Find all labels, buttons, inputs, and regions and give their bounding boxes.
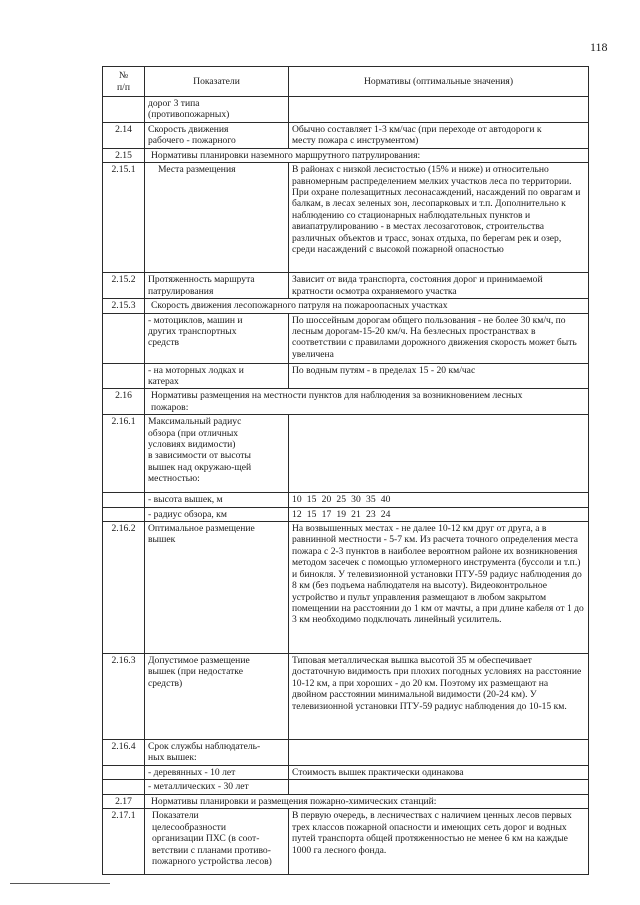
view-radius-values: 12 15 17 19 21 23 24 [289, 507, 589, 521]
row-indicator-text: Места размещения [158, 164, 236, 176]
table-row [103, 809, 589, 875]
row-num: 2.16.2 [103, 522, 145, 654]
row-section-title [145, 389, 589, 415]
row-section-title: Скорость движения лесопожарного патруля на пожароопасных участках [145, 299, 589, 313]
row-norm: Типовая металлическая вышка высотой 35 м обеспечивает достаточную видимость при плохих погодных условиях на расстояние 10-12 км, а при хороших - до 20 км. Поэтому их размещают на двойном расстоянии минимальной видимости (20-24 км). У телевизионной установки ПТУ-59 радиус наблюдения до 10-15 км. [289, 654, 589, 740]
row-norm: В районах с низкой лесистостью (15% и ниже) и относительно равномерным распределением мелких участков леса по территории. При охране полезащитных лесонасаждений, насаждений по оврагам и балкам, в лесах зеленых зон, лесопарковых и т.п. Дополнительно к наблюдению со стационарных наблюдательных пунктов и авиапатрулированию - в местах лесозаготовок, строительства различных объектов и трасс, зонах отдыха, по берегам рек и озер, среди насаждений с высокой пожарной опасностью [289, 163, 589, 273]
row-num [103, 493, 145, 507]
row-num: 2.14 [103, 122, 145, 148]
tower-height-values: 10 15 20 25 30 35 40 [289, 493, 589, 507]
row-indicator [145, 97, 289, 123]
row-indicator-text: Допустимое размещение вышек (при недостатке средств) [148, 655, 250, 689]
row-num: 2.17.1 [103, 809, 145, 875]
row-indicator [145, 522, 289, 654]
row-norm: Стоимость вышек практически одинакова [289, 766, 589, 780]
table-row [103, 97, 589, 123]
table-row [103, 522, 589, 654]
header-num-label: № п/п [117, 70, 130, 93]
row-num [103, 780, 145, 794]
row-indicator [145, 809, 289, 875]
row-num: 2.16 [103, 389, 145, 415]
table-row [103, 313, 589, 363]
row-indicator-text: Максимальный радиус обзора (при отличных условиях видимости) в зависимости от высоты вышек над окружаю-щей местностью: [148, 416, 252, 485]
row-indicator [145, 313, 289, 363]
row-indicator: - высота вышек, м [145, 493, 289, 507]
row-section-title-text: Нормативы размещения на местности пунктов для наблюдения за возникновением лесных пожаров: [151, 390, 523, 413]
row-num: 2.15.1 [103, 163, 145, 273]
row-norm: На возвышенных местах - не далее 10-12 км друг от друга, а в равнинной местности - 5-7 км. Из расчета точного определения места пожара с 2-3 пунктов в наиболее вероятном районе их возникновения методом засечек с помощью угломерного инструмента (буссоли и т.п.) и бинокля. У телевизионной установки ПТУ-59 радиус наблюдения до 8 км (без подъема наблюдателя на высоту). Видеоконтрольное устройство и пульт управления размещают в любом закрытом помещении на расстоянии до 1 км от мачты, а при длине кабеля от 1 до 3 км необходимо подключать линейный усилитель. [289, 522, 589, 654]
row-num: 2.15 [103, 148, 145, 162]
row-indicator-text: Оптимальное размещение вышек [148, 523, 255, 546]
table-row [103, 740, 589, 766]
row-num: 2.15.3 [103, 299, 145, 313]
row-indicator [145, 363, 289, 389]
row-num [103, 363, 145, 389]
row-indicator-text: - мотоциклов, машин и других транспортных средств [148, 314, 243, 349]
table-row [103, 794, 589, 808]
table-row [103, 507, 589, 521]
table-row [103, 363, 589, 389]
table-row [103, 389, 589, 415]
table-row [103, 493, 589, 507]
row-indicator [145, 163, 289, 273]
row-indicator: - радиус обзора, км [145, 507, 289, 521]
row-norm: В первую очередь, в лесничествах с наличием ценных лесов первых трех классов пожарной опасности и имеющих сеть дорог и водных путей транспорта общей протяженностью не менее 6 км на каждые 1000 га лесного фонда. [289, 809, 589, 875]
row-indicator [145, 273, 289, 299]
row-indicator-text: Показатели целесообразности организации ПХС (в соот- ветствии с планами противо- пожарного устройства лесов) [152, 810, 272, 867]
table-row [103, 163, 589, 273]
row-indicator: - металлических - 30 лет [145, 780, 289, 794]
row-norm-text: Зависит от вида транспорта, состояния дорог и принимаемой кратности осмотра охраняемого участка [292, 274, 543, 297]
header-norms: Нормативы (оптимальные значения) [289, 67, 589, 97]
footnote-separator [10, 883, 110, 884]
table-row [103, 780, 589, 794]
table-row [103, 122, 589, 148]
header-indicators: Показатели [145, 67, 289, 97]
row-norm [289, 415, 589, 493]
table-row [103, 654, 589, 740]
table-row [103, 148, 589, 162]
row-num: 2.16.3 [103, 654, 145, 740]
row-indicator [145, 122, 289, 148]
row-num [103, 313, 145, 363]
row-num: 2.16.1 [103, 415, 145, 493]
table-row [103, 299, 589, 313]
row-indicator [145, 740, 289, 766]
row-num: 2.16.4 [103, 740, 145, 766]
norms-table [102, 66, 589, 875]
table-header-row [103, 67, 589, 97]
row-indicator-text: - на моторных лодках и катерах [148, 364, 244, 388]
table-row [103, 273, 589, 299]
row-indicator-text: Срок службы наблюдатель- ных вышек: [148, 741, 261, 764]
row-norm [289, 740, 589, 766]
row-norm [289, 273, 589, 299]
row-num [103, 97, 145, 123]
header-num [103, 67, 145, 97]
row-indicator-text: Скорость движения рабочего - пожарного [148, 123, 236, 147]
row-section-title: Нормативы планировки наземного маршрутного патрулирования: [145, 148, 589, 162]
row-norm: По водным путям - в пределах 15 - 20 км/час [289, 363, 589, 389]
row-norm: По шоссейным дорогам общего пользования - не более 30 км/ч, по лесным дорогам-15-20 км/ч. На безлесных пространствах в соответствии с правилами дорожного движения скорость может быть увеличена [289, 313, 589, 363]
row-norm-text: Обычно составляет 1-3 км/час (при переходе от автодороги к месту пожара с инструментом) [292, 123, 542, 147]
row-indicator-text: дорог 3 типа (противопожарных) [148, 98, 230, 121]
table-row [103, 766, 589, 780]
row-num: 2.15.2 [103, 273, 145, 299]
row-indicator [145, 654, 289, 740]
table-row [103, 415, 589, 493]
row-num [103, 766, 145, 780]
row-indicator-text: Протяженность маршрута патрулирования [148, 274, 255, 297]
row-num [103, 507, 145, 521]
row-norm [289, 97, 589, 123]
row-norm [289, 780, 589, 794]
row-indicator [145, 415, 289, 493]
page-number: 118 [590, 40, 608, 54]
row-section-title: Нормативы планировки и размещения пожарно-химических станций: [145, 794, 589, 808]
row-num: 2.17 [103, 794, 145, 808]
row-norm [289, 122, 589, 148]
row-indicator: - деревянных - 10 лет [145, 766, 289, 780]
